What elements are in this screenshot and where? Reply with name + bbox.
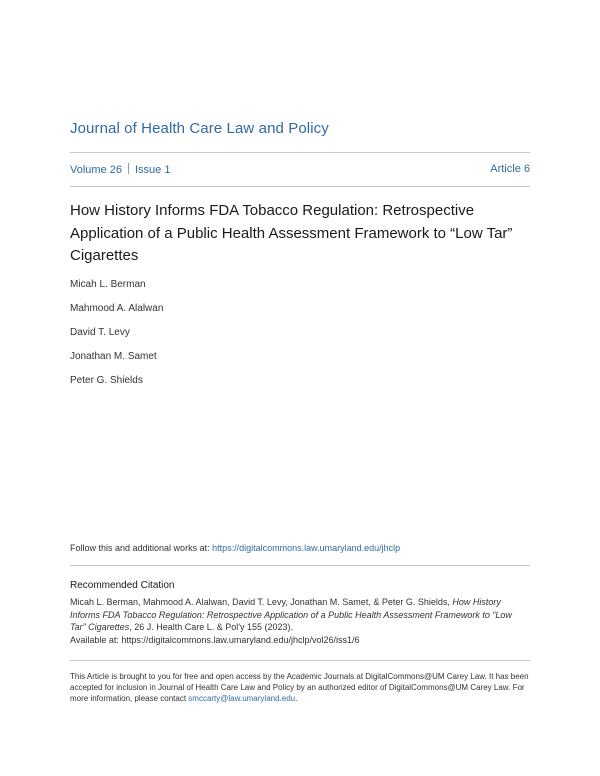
- journal-title[interactable]: Journal of Health Care Law and Policy: [70, 120, 329, 137]
- citation-source: , 26 J. Health Care L. & Pol'y 155 (2023).: [129, 622, 294, 632]
- article-title: How History Informs FDA Tobacco Regulation: Retrospective Application of a Public Health Assessment Framework to “Low Tar” Cigarettes: [70, 202, 513, 264]
- author-name: Jonathan M. Samet: [70, 351, 157, 362]
- volume-link[interactable]: Volume 26: [70, 164, 122, 176]
- author-name: David T. Levy: [70, 327, 130, 338]
- citation-title: How History Informs FDA Tobacco Regulation: Retrospective Application of a Public Health Assessment Framework to “Low Tar” Cigarettes: [70, 597, 512, 632]
- issue-row: [70, 163, 530, 176]
- citation-authors: Micah L. Berman, Mahmood A. Alalwan, David T. Levy, Jonathan M. Samet, & Peter G. Shields,: [70, 597, 453, 607]
- author-name: Micah L. Berman: [70, 279, 146, 290]
- footer-end: .: [295, 694, 298, 703]
- recommended-citation-heading: Recommended Citation: [70, 580, 175, 591]
- citation-available[interactable]: Available at: https://digitalcommons.law.umaryland.edu/jhclp/vol26/iss1/6: [70, 634, 360, 645]
- divider: [70, 565, 530, 566]
- contact-email-link[interactable]: smccarty@law.umaryland.edu: [188, 694, 296, 703]
- article-number-link[interactable]: Article 6: [490, 163, 530, 175]
- separator: [128, 163, 129, 174]
- divider: [70, 186, 530, 187]
- author-name: Peter G. Shields: [70, 375, 143, 386]
- follow-text: Follow this and additional works at:: [70, 543, 213, 553]
- author-name: Mahmood A. Alalwan: [70, 303, 164, 314]
- author-list: [70, 278, 163, 398]
- footer-text: This Article is brought to you for free and open access by the Academic Journals at DigitalCommons@UM Carey Law. It has been accepted for inclusion in Journal of Health Care Law and Policy by an authorized editor of DigitalCommons@UM Carey Law. For more information, please contact: [70, 672, 529, 703]
- issue-link[interactable]: Issue 1: [134, 164, 171, 176]
- follow-line: [70, 543, 400, 553]
- citation: [70, 596, 530, 646]
- footer-notice: [70, 671, 530, 704]
- divider: [70, 152, 530, 153]
- divider: [70, 660, 530, 661]
- follow-link[interactable]: https://digitalcommons.law.umaryland.edu/jhclp: [212, 543, 401, 553]
